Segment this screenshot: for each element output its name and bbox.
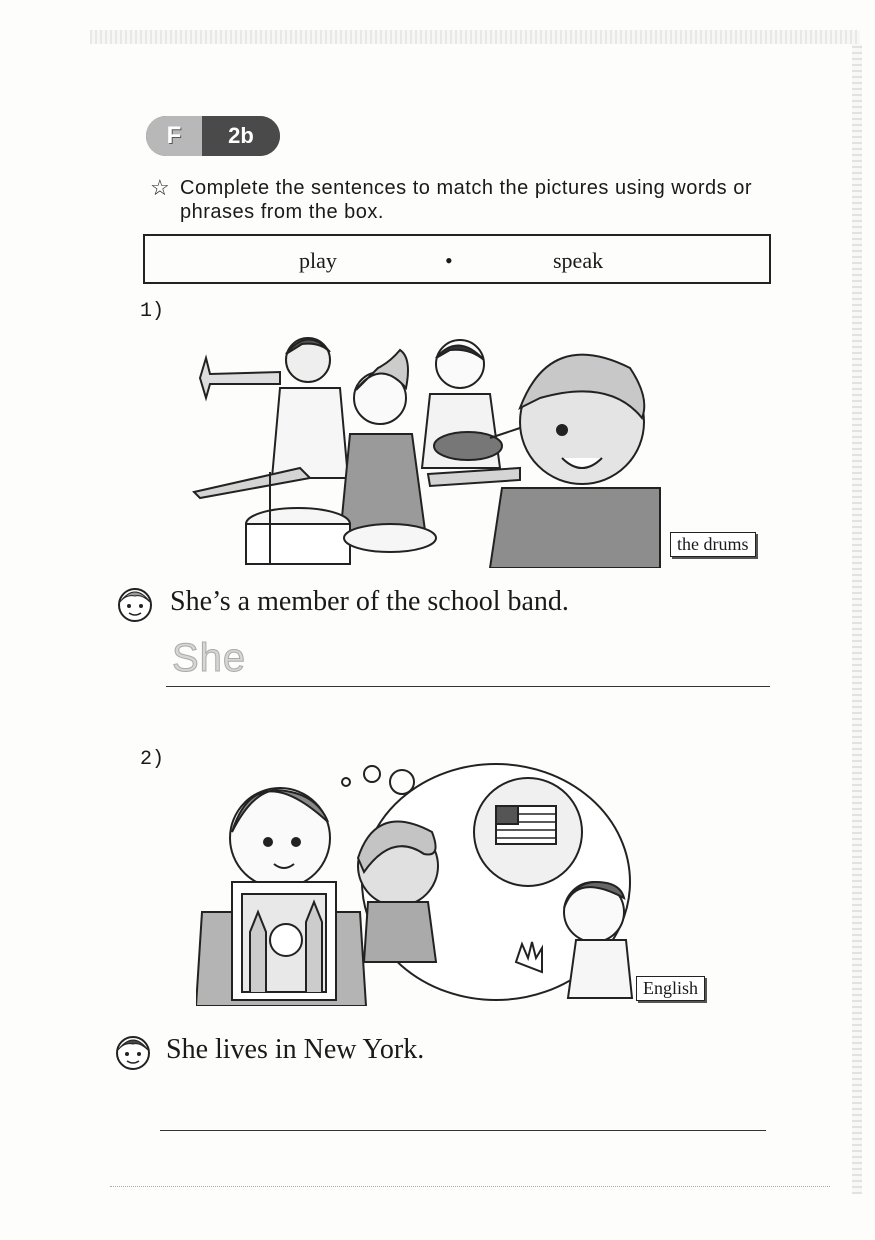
badge-unit: 2b	[202, 116, 280, 156]
answer-start-text: She	[172, 636, 247, 680]
page-edge-right	[852, 44, 862, 1194]
new-york-illustration	[196, 762, 646, 1006]
boy-face-icon	[116, 584, 154, 624]
word-box-item: play	[299, 248, 337, 273]
exercise-sentence: She’s a member of the school band.	[170, 586, 569, 617]
exercise-number: 2)	[140, 748, 165, 771]
answer-line[interactable]	[160, 1130, 766, 1131]
word-box	[143, 234, 771, 284]
page-edge-bottom	[110, 1186, 830, 1191]
exercise-number: 1)	[140, 300, 165, 323]
instructions-text: Complete the sentences to match the pictures using words or phrases from the box.	[180, 177, 752, 223]
badge-letter: F	[146, 116, 202, 156]
answer-line[interactable]	[166, 686, 770, 687]
boy-face-icon	[114, 1032, 152, 1072]
word-box-item: speak	[553, 248, 604, 273]
image-tag: the drums	[670, 532, 756, 557]
drum-icon	[344, 524, 436, 552]
girl-body	[340, 434, 426, 538]
cymbal-icon	[194, 468, 310, 498]
instructions	[150, 176, 790, 224]
band-illustration	[190, 318, 670, 568]
trumpet-icon	[200, 358, 280, 398]
star-icon: ☆	[150, 175, 171, 200]
exercise-sentence: She lives in New York.	[166, 1034, 425, 1065]
cymbal-icon	[428, 468, 520, 486]
drummer-body	[490, 488, 660, 568]
page-edge-top	[90, 30, 860, 44]
word-box-separator: •	[445, 248, 453, 273]
section-badge	[146, 116, 280, 156]
girl-body	[364, 902, 436, 962]
image-tag: English	[636, 976, 705, 1001]
trumpet-player-body	[272, 388, 348, 478]
guitar-icon	[434, 432, 502, 460]
